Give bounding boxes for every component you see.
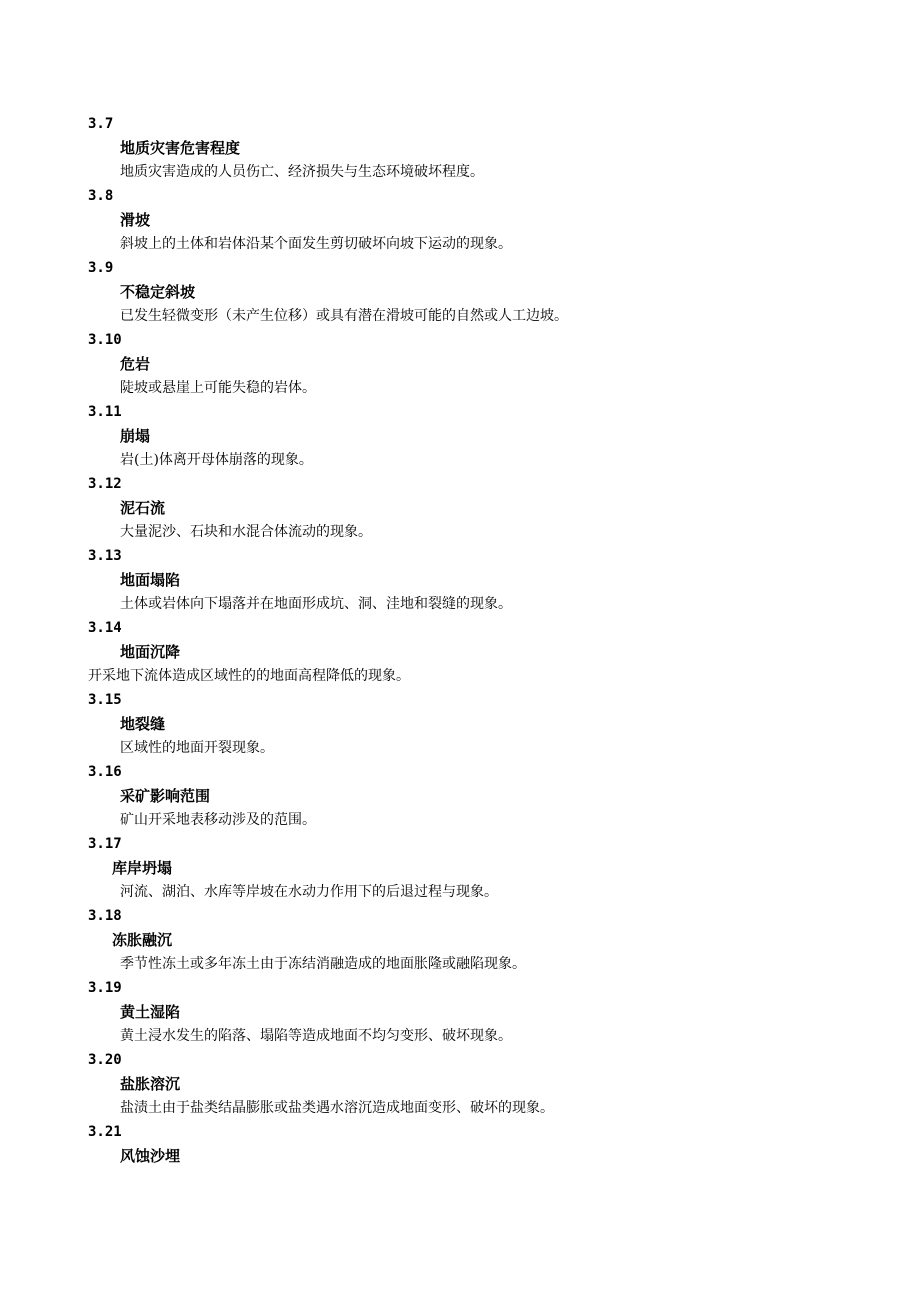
definition-entry-3-14	[0, 616, 920, 688]
definition-entry-3-18	[0, 904, 920, 976]
clause-number: 3.8	[88, 188, 114, 204]
term-definition: 盐渍土由于盐类结晶膨胀或盐类遇水溶沉造成地面变形、破坏的现象。	[120, 1100, 554, 1116]
term-heading: 盐胀溶沉	[120, 1075, 181, 1093]
clause-number: 3.21	[88, 1124, 122, 1140]
clause-number: 3.16	[88, 764, 122, 780]
clause-number: 3.10	[88, 332, 122, 348]
term-heading: 冻胀融沉	[112, 931, 173, 949]
term-definition: 河流、湖泊、水库等岸坡在水动力作用下的后退过程与现象。	[120, 884, 498, 900]
definition-entry-3-13	[0, 544, 920, 616]
clause-number: 3.17	[88, 836, 122, 852]
definition-entry-3-17	[0, 832, 920, 904]
term-definition: 矿山开采地表移动涉及的范围。	[120, 812, 316, 828]
clause-number: 3.11	[88, 404, 122, 420]
term-heading: 危岩	[120, 355, 151, 373]
clause-number: 3.19	[88, 980, 122, 996]
term-heading: 黄土湿陷	[120, 1003, 181, 1021]
definition-entry-3-8	[0, 184, 920, 256]
term-definition: 斜坡上的土体和岩体沿某个面发生剪切破坏向坡下运动的现象。	[120, 236, 512, 252]
clause-number: 3.15	[88, 692, 122, 708]
term-definition: 黄土浸水发生的陷落、塌陷等造成地面不均匀变形、破坏现象。	[120, 1028, 512, 1044]
term-definition: 区域性的地面开裂现象。	[120, 740, 274, 756]
definition-entry-3-11	[0, 400, 920, 472]
definition-entry-3-16	[0, 760, 920, 832]
term-heading: 不稳定斜坡	[120, 283, 196, 301]
clause-number: 3.13	[88, 548, 122, 564]
term-definition: 已发生轻微变形（未产生位移）或具有潜在滑坡可能的自然或人工边坡。	[120, 308, 568, 324]
clause-number: 3.9	[88, 260, 114, 276]
term-heading: 采矿影响范围	[120, 787, 211, 805]
definition-entry-3-15	[0, 688, 920, 760]
term-definition: 土体或岩体向下塌落并在地面形成坑、洞、洼地和裂缝的现象。	[120, 596, 512, 612]
term-heading: 地质灾害危害程度	[120, 139, 241, 157]
term-definition: 大量泥沙、石块和水混合体流动的现象。	[120, 524, 372, 540]
definition-entry-3-9	[0, 256, 920, 328]
term-heading: 库岸坍塌	[112, 859, 173, 877]
term-heading: 风蚀沙埋	[120, 1147, 181, 1165]
definition-entry-3-12	[0, 472, 920, 544]
term-heading: 地裂缝	[120, 715, 166, 733]
clause-number: 3.14	[88, 620, 122, 636]
term-definition: 岩(土)体离开母体崩落的现象。	[120, 452, 313, 468]
term-heading: 崩塌	[120, 427, 151, 445]
term-definition: 季节性冻土或多年冻土由于冻结消融造成的地面胀隆或融陷现象。	[120, 956, 526, 972]
clause-number: 3.18	[88, 908, 122, 924]
term-heading: 滑坡	[120, 211, 151, 229]
document-page	[0, 112, 920, 1168]
term-definition: 陡坡或悬崖上可能失稳的岩体。	[120, 380, 316, 396]
clause-number: 3.20	[88, 1052, 122, 1068]
definition-entry-3-7	[0, 112, 920, 184]
clause-number: 3.12	[88, 476, 122, 492]
definition-entry-3-21	[0, 1120, 920, 1168]
term-heading: 泥石流	[120, 499, 166, 517]
definition-entry-3-10	[0, 328, 920, 400]
term-heading: 地面沉降	[120, 643, 181, 661]
definition-entry-3-20	[0, 1048, 920, 1120]
term-heading: 地面塌陷	[120, 571, 181, 589]
clause-number: 3.7	[88, 116, 114, 132]
term-definition: 开采地下流体造成区域性的的地面高程降低的现象。	[88, 668, 410, 684]
term-definition: 地质灾害造成的人员伤亡、经济损失与生态环境破坏程度。	[120, 164, 484, 180]
definition-entry-3-19	[0, 976, 920, 1048]
